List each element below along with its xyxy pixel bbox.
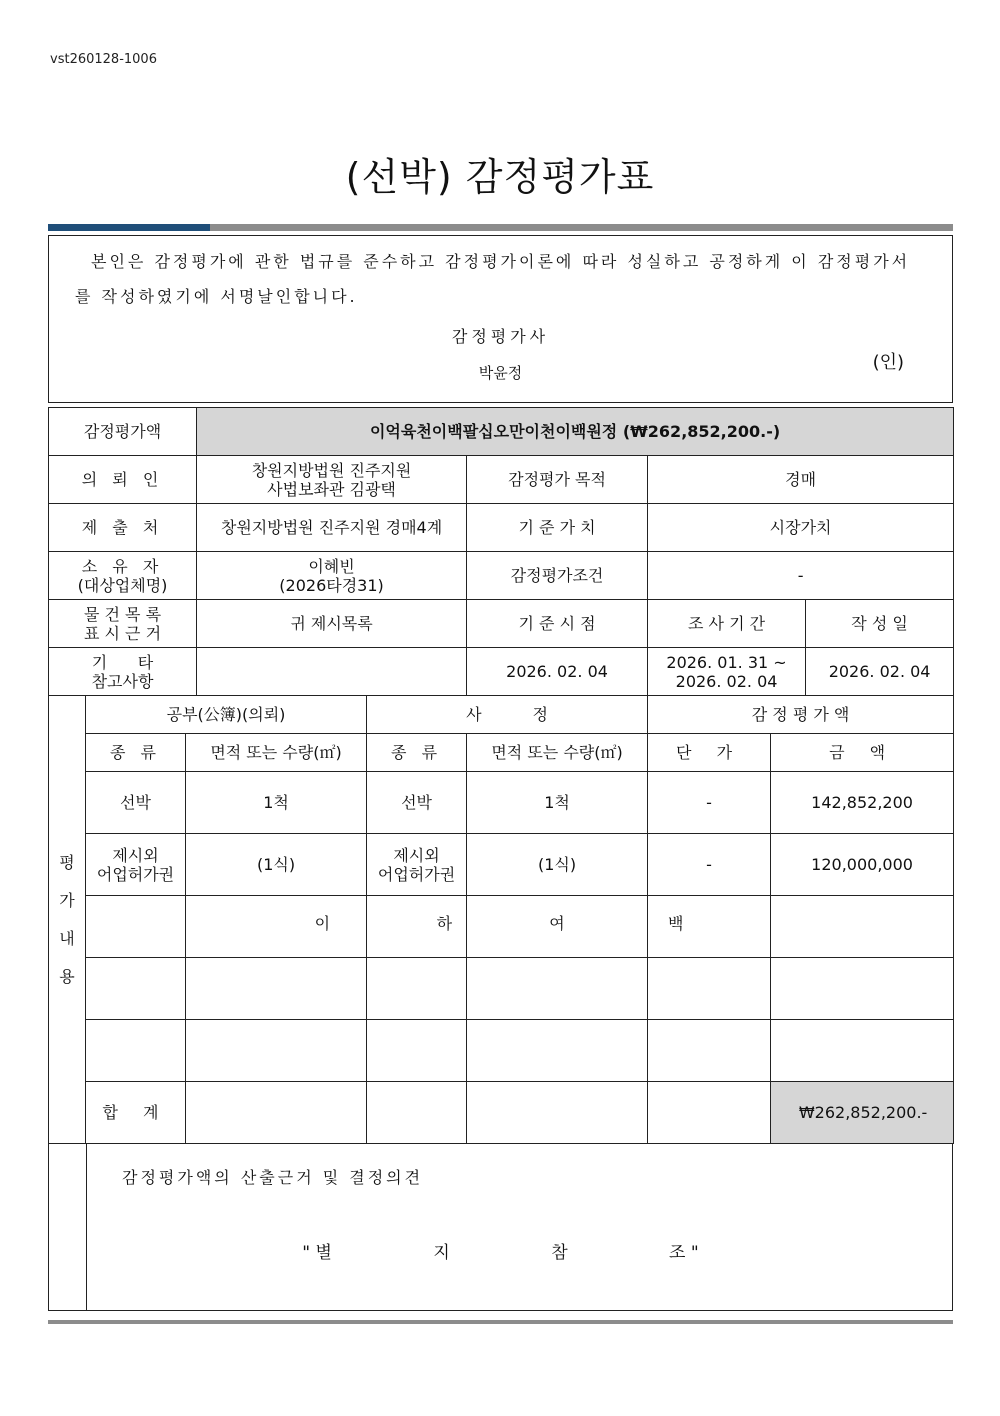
requester-line-2: 사법보좌관 김광택 <box>267 479 396 499</box>
side-label-char-2: 가 <box>59 891 75 910</box>
requester-label: 의 뢰 인 <box>49 456 197 504</box>
opinion-title: 감정평가액의 산출근거 및 결정의견 <box>122 1168 424 1187</box>
list-label-line-2: 표 시 근 거 <box>83 623 162 643</box>
row-1-amount: 142,852,200 <box>771 772 954 834</box>
blank-mark-3: 여 <box>467 896 648 958</box>
submit-label: 제 출 처 <box>49 504 197 552</box>
detail-group-header <box>49 696 954 734</box>
submit-row <box>49 504 954 552</box>
blank-mark-4: 백 <box>648 896 771 958</box>
declaration-box <box>48 235 953 403</box>
list-basis-label <box>49 600 197 648</box>
survey-period-value <box>648 648 806 696</box>
owner-label-line-1: 소 유 자 <box>81 556 164 576</box>
basis-value-label: 기 준 가 치 <box>467 504 648 552</box>
list-basis-value: 귀 제시목록 <box>197 600 467 648</box>
purpose-label: 감정평가 목적 <box>467 456 648 504</box>
total-label: 합 계 <box>86 1082 186 1144</box>
other-label-line-1: 기 타 <box>91 652 154 672</box>
table-row-empty <box>49 1020 954 1082</box>
ref-part-2: 지 <box>433 1243 450 1263</box>
requester-line-1: 창원지방법원 진주지원 <box>251 460 412 480</box>
total-amount: ₩262,852,200.- <box>771 1082 954 1144</box>
opinion-left-column <box>49 1144 87 1310</box>
written-date-value: 2026. 02. 04 <box>806 648 954 696</box>
row-1-kind: 선박 <box>86 772 186 834</box>
submit-value: 창원지방법원 진주지원 경매4계 <box>197 504 467 552</box>
detail-column-header <box>49 734 954 772</box>
side-label-char-4: 용 <box>59 967 75 986</box>
blank-mark-2: 하 <box>367 896 467 958</box>
blank-mark-1: 이 <box>186 896 367 958</box>
row-1-qty-2: 1척 <box>467 772 648 834</box>
requester-value <box>197 456 467 504</box>
row-2-kind2-line-2: 어업허가권 <box>377 864 456 884</box>
list-label-line-1: 물 건 목 록 <box>83 604 162 624</box>
amount-row <box>49 408 954 456</box>
total-row <box>49 1082 954 1144</box>
table-row <box>49 772 954 834</box>
other-row <box>49 648 954 696</box>
seal-mark: (인) <box>872 352 904 373</box>
owner-label <box>49 552 197 600</box>
side-label-char-3: 내 <box>59 929 75 948</box>
requester-row <box>49 456 954 504</box>
ref-part-3: 참 <box>551 1243 568 1263</box>
title-rule <box>48 224 953 231</box>
amount-label: 감정평가액 <box>49 408 197 456</box>
document-id: vst260128-1006 <box>50 52 157 67</box>
row-1-unit-price: - <box>648 772 771 834</box>
owner-label-line-2: (대상업체명) <box>77 575 168 595</box>
row-2-kind-line-2: 어업허가권 <box>96 864 175 884</box>
row-2-kind-2 <box>367 834 467 896</box>
amount-value: 이억육천이백팔십오만이천이백원정 (₩262,852,200.-) <box>197 408 954 456</box>
survey-period-label: 조 사 기 간 <box>648 600 806 648</box>
public-record-header: 공부(公簿)(의뢰) <box>86 696 367 734</box>
row-1-kind-2: 선박 <box>367 772 467 834</box>
owner-value-line-1: 이혜빈 <box>308 556 355 576</box>
table-row <box>49 834 954 896</box>
owner-row <box>49 552 954 600</box>
owner-value <box>197 552 467 600</box>
opinion-box <box>48 1143 953 1311</box>
base-date-value: 2026. 02. 04 <box>467 648 648 696</box>
col-amount: 금 액 <box>771 734 954 772</box>
bottom-rule <box>48 1320 953 1324</box>
col-kind: 종 류 <box>86 734 186 772</box>
appraiser-label: 감정평가사 <box>451 327 550 346</box>
row-2-amount: 120,000,000 <box>771 834 954 896</box>
inspection-header: 사 정 <box>367 696 648 734</box>
other-value <box>197 648 467 696</box>
row-2-qty: (1식) <box>186 834 367 896</box>
condition-label: 감정평가조건 <box>467 552 648 600</box>
ref-part-4: 조 " <box>669 1243 699 1263</box>
appraised-value-header: 감 정 평 가 액 <box>648 696 954 734</box>
basis-value-value: 시장가치 <box>648 504 954 552</box>
ref-part-1: " 별 <box>302 1243 332 1263</box>
survey-value-line-1: 2026. 01. 31 ~ <box>666 652 787 672</box>
col-unit-price: 단 가 <box>648 734 771 772</box>
purpose-value: 경매 <box>648 456 954 504</box>
table-row-blank-mark <box>49 896 954 958</box>
other-label <box>49 648 197 696</box>
see-attachment-note <box>49 1238 952 1263</box>
title-rule-gray <box>210 224 953 231</box>
table-row-empty <box>49 958 954 1020</box>
base-date-label: 기 준 시 점 <box>467 600 648 648</box>
col-area-2: 면적 또는 수량(㎡) <box>467 734 648 772</box>
col-kind-2: 종 류 <box>367 734 467 772</box>
page-title: (선박) 감정평가표 <box>345 155 655 199</box>
other-label-line-2: 참고사항 <box>91 671 154 691</box>
row-2-unit-price: - <box>648 834 771 896</box>
title-rule-accent <box>48 224 210 231</box>
written-date-label: 작 성 일 <box>806 600 954 648</box>
evaluation-side-label <box>49 696 86 1144</box>
survey-value-line-2: 2026. 02. 04 <box>675 671 778 691</box>
condition-value: - <box>648 552 954 600</box>
row-2-kind-line-1: 제시외 <box>112 845 159 865</box>
owner-value-line-2: (2026타경31) <box>279 575 384 595</box>
row-2-qty-2: (1식) <box>467 834 648 896</box>
row-1-qty: 1척 <box>186 772 367 834</box>
row-2-kind2-line-1: 제시외 <box>393 845 440 865</box>
row-2-kind <box>86 834 186 896</box>
appraiser-name: 박윤정 <box>478 364 523 382</box>
declaration-text: 본인은 감정평가에 관한 법규를 준수하고 감정평가이론에 따라 성실하고 공정하게 이 감정평가서를 작성하였기에 서명날인합니다. <box>75 252 911 306</box>
col-area: 면적 또는 수량(㎡) <box>186 734 367 772</box>
list-row <box>49 600 954 648</box>
appraisal-table <box>48 407 954 1144</box>
side-label-char-1: 평 <box>59 853 75 872</box>
